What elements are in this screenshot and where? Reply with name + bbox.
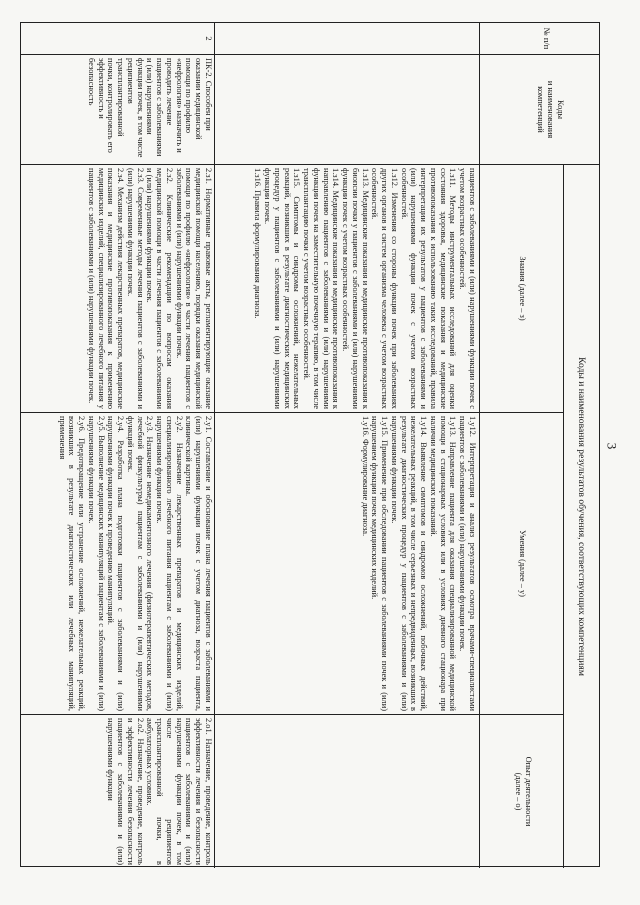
skills-item: 2.у1. Составление и обоснование плана лечения пациентов с заболеваниями и (или) нарушениями функции почек с учетом диагноза, возраста пациента, клинической картины.	[184, 416, 213, 711]
knowledge-item: 1.з12. Изменения со стороны функции почек при заболеваниях других органов и систем организма человека с учетом возрастных особенностей.	[370, 168, 399, 409]
header-number: № п/п	[479, 23, 599, 54]
col-experience	[21, 715, 563, 868]
row2-number: 2	[204, 36, 213, 41]
competency-table	[20, 22, 600, 867]
header-knowledge: Знания (далее – з)	[479, 165, 563, 412]
knowledge-item: 2.з3. Современные методы лечения пациентов с заболеваниями и (или) нарушениями функции почек.	[126, 168, 145, 409]
skills-item: 2.у6. Предотвращение или устранение осложнений, нежелательных реакций, возникших в результате диагностических или лечебных манипуляций, применения	[57, 416, 87, 711]
skills-item: 1.у13. Направление пациента для оказания специализированной медицинской помощи в стационарных условиях или в условиях дневного стационара при наличии медицинских показаний.	[429, 416, 458, 711]
skills-item: 1.у12. Интерпретация и анализ результатов осмотра врачами-специалистами пациентов с заболеваниями и (или) нарушениями функции почек.	[458, 416, 477, 711]
header-codes-line3: компетенций	[536, 86, 546, 133]
row1-experience	[215, 715, 479, 868]
header-skills: Умения (далее – у)	[479, 413, 563, 714]
skills-item: 2.у4. Разработка плана подготовки пациентов с заболеваниями и (или) нарушениями функции почек к проведению манипуляций.	[106, 416, 126, 711]
knowledge-item: 2.з1. Нормативные правовые акты, регламентирующие оказание медицинской помощи населению, порядки оказания медицинской помощи по профилю «нефрология» в части лечения пациентов с заболеваниями и (или) нарушениями функции почек.	[174, 168, 213, 409]
skills-item: 2.у5. Выполнение медицинских манипуляций пациентам с заболеваниями и (или) нарушениями функции почек.	[87, 416, 106, 711]
header-experience	[479, 715, 563, 868]
row2-skills	[21, 413, 215, 714]
knowledge-item: 2.з4. Механизм действия лекарственных препаратов, медицинские показания и медицинские противопоказания к применению медицинских изделий, специализированного лечебного питания у пациентов с заболеваниями и (или) нарушениями функции почек.	[87, 168, 126, 409]
col-skills	[21, 413, 563, 715]
skills-item: 1.у15. Применение при обследовании пациентов с заболеваниями почек и (или) нарушением функции почек медицинских изделий.	[370, 416, 390, 711]
knowledge-item: 1.з16. Правила формулирования диагноза.	[253, 168, 263, 319]
knowledge-item: 1.з11. Методы инструментальных исследований для оценки состояния здоровья, медицинские показания и медицинские противопоказания к использованию таких исследований, правила интерпретации их результатов у пациентов с заболеваниями и (или) нарушениями функции почек с учетом возрастных особенностей.	[399, 168, 458, 409]
header-results-group: Коды и наименования результатов обучения, соответствующих компетенциям	[563, 165, 599, 868]
header-codes-line2: и наименования	[546, 80, 556, 139]
col-results-group	[21, 165, 599, 868]
skills-item: 2.у3. Назначение немедикаментозного лечения (физиотерапевтических методов, лечебной физкультуры) пациентам с заболеваниями и (или) нарушениями функций почек.	[126, 416, 155, 711]
col-number	[21, 23, 599, 55]
header-experience-line1: Опыт деятельности	[524, 756, 533, 827]
rotation-frame	[20, 22, 600, 867]
knowledge-item: 2.з2. Клинические рекомендации по вопросам оказания медицинской помощи в части лечения пациентов с заболеваниями и (или) нарушениями функции почек.	[145, 168, 174, 409]
knowledge-item: пациентов с заболеваниями и (или) нарушениями функции почек с учетом возрастных особенностей.	[458, 168, 477, 409]
page-number: 3	[603, 442, 619, 450]
row2-code: ПК-2. Способен при оказании медицинской помощи по профилю «нефрология» назначить и проводить лечение пациентов с заболеваниями и (или) нарушениями функции почек, в том числе реципиентов трансплантированной почки, контролировать его эффективность и безопасность	[87, 58, 213, 158]
col-knowledge	[21, 165, 563, 413]
row1-knowledge	[215, 165, 479, 412]
skills-item: 1.у14. Выявление симптомов и синдромов осложнений, побочных действий, нежелательных реакций, в том числе серьезных и непредвиденных, возникших в результате диагностических процедур у пациентов с заболеваниями и (или) нарушениями функции почек.	[390, 416, 429, 711]
row2-knowledge	[21, 165, 215, 412]
experience-item: 2.о1. Назначение, проведение, контроль эффективности лечения и безопасности пациентов с заболеваниями и (или) нарушениями функции почек, в том числе реципиентов трансплантированной почки, в амбулаторных условиях.	[145, 718, 213, 865]
row1-number	[215, 23, 479, 54]
header-experience-line2: (далее – о)	[514, 772, 524, 811]
skills-item: 1.у16. Формулирование диагноза.	[360, 416, 370, 537]
skills-item: 2.у2. Назначение лекарственных препаратов и медицинских изделий, специализированного лечебного питания пациентам с заболеваниями и (или) нарушениями функции почек.	[155, 416, 184, 711]
knowledge-item: 1.з15. Симптомы и синдромы осложнений, нежелательных реакций, возникших в результате диагностических медицинских процедур у пациентов с заболеваниями и (или) нарушениями функции почек.	[263, 168, 302, 409]
header-codes-line1: Коды	[556, 99, 565, 119]
row1-code	[215, 55, 479, 164]
knowledge-item: 1.з14. Медицинские показания и медицинские противопоказания к направлению пациентов с заболеваниями и (или) нарушениями функции почек на заместительную почечную терапию, в том числе трансплантацию почки с учетом возрастных особенностей.	[302, 168, 341, 409]
col-codes	[21, 55, 599, 165]
knowledge-item: 1.з13. Медицинские показания и медицинские противопоказания к биопсии почки у пациентов с заболеваниями и (или) нарушениями функции почек с учетом возрастных особенностей.	[341, 168, 370, 409]
experience-item: 2.о2. Назначение, проведение, контроль и эффективности лечения безопасности пациентов с заболеваниями и (или) нарушениями функции	[106, 718, 145, 865]
row1-skills	[215, 413, 479, 714]
row2-experience	[21, 715, 215, 868]
header-codes	[479, 55, 599, 164]
